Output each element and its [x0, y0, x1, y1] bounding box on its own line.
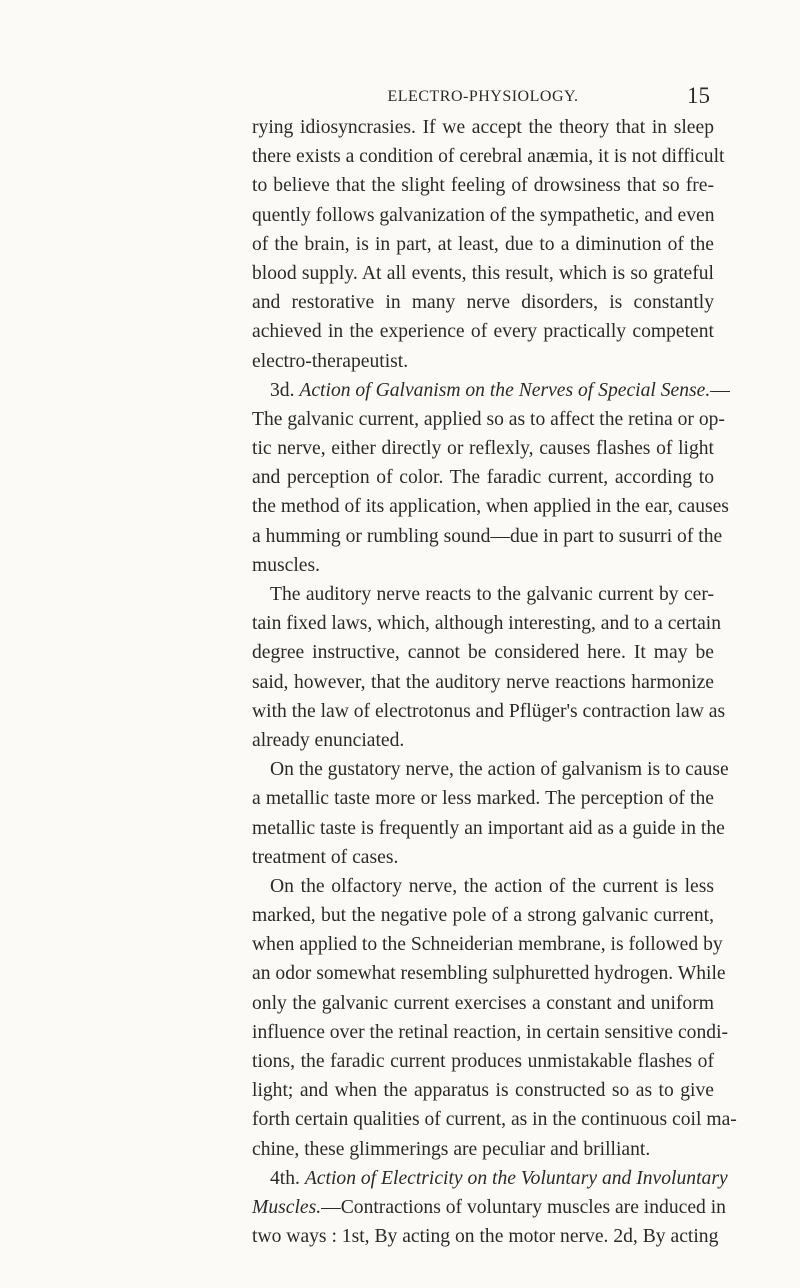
text-line	[252, 288, 714, 317]
text-line	[252, 434, 714, 463]
text-line	[252, 522, 723, 551]
text-line	[252, 814, 725, 843]
text-segment: tic nerve, either directly or reflexly, causes flashes of light	[252, 438, 714, 460]
text-segment: and perception of color. The faradic current, according to	[252, 467, 714, 489]
text-segment: two ways : 1st, By acting on the motor nerve. 2d, By acting	[252, 1226, 719, 1248]
text-segment: the method of its application, when applied in the ear, causes	[252, 496, 729, 518]
text-segment: —Contractions of voluntary muscles are induced in	[321, 1196, 726, 1218]
text-line	[252, 872, 714, 901]
text-line	[252, 638, 714, 667]
text-line	[252, 1047, 714, 1076]
text-line	[252, 259, 714, 288]
text-segment: metallic taste is frequently an important aid as a guide in the	[252, 817, 725, 839]
text-segment: there exists a condition of cerebral anæmia, it is not difficult	[252, 146, 725, 168]
text-segment: light; and when the apparatus is constructed so as to give	[252, 1080, 714, 1102]
text-line	[252, 959, 726, 988]
text-segment: electro-therapeutist.	[252, 350, 409, 372]
text-segment: muscles.	[252, 554, 321, 576]
text-line	[252, 347, 714, 376]
page-header	[252, 84, 714, 112]
text-line	[252, 1018, 729, 1047]
text-line	[252, 697, 726, 726]
text-segment: quently follows galvanization of the sympathetic, and even	[252, 204, 715, 226]
text-line	[252, 609, 722, 638]
text-line	[252, 1105, 737, 1134]
running-title: ELECTRO-PHYSIOLOGY.	[387, 88, 579, 105]
text-line	[252, 1076, 714, 1105]
text-segment: forth certain qualities of current, as in the continuous coil ma-	[252, 1109, 737, 1131]
text-line	[252, 1222, 719, 1251]
text-line	[252, 405, 725, 434]
body-text	[252, 113, 737, 1251]
text-line	[252, 930, 723, 959]
italic-heading-text: Muscles.	[252, 1196, 322, 1218]
text-line	[252, 492, 729, 521]
text-segment: treatment of cases.	[252, 846, 399, 868]
text-line	[252, 989, 714, 1018]
text-segment: a metallic taste more or less marked. The perception of the	[252, 788, 714, 810]
text-line	[252, 843, 714, 872]
text-segment: achieved in the experience of every practically competent	[252, 321, 714, 343]
text-line	[252, 171, 714, 200]
text-line	[252, 551, 714, 580]
text-segment: degree instructive, cannot be considered here. It may be	[252, 642, 714, 664]
text-line	[252, 230, 714, 259]
text-line	[252, 113, 714, 142]
text-segment: and restorative in many nerve disorders, is constantly	[252, 292, 714, 314]
text-segment: said, however, that the auditory nerve reactions harmonize	[252, 671, 714, 693]
text-segment: —	[710, 379, 730, 401]
text-line	[252, 901, 714, 930]
text-segment: a humming or rumbling sound—due in part to susurri of the	[252, 525, 723, 547]
text-segment: influence over the retinal reaction, in certain sensitive condi-	[252, 1021, 729, 1043]
text-segment: when applied to the Schneiderian membrane, is followed by	[252, 934, 723, 956]
text-segment: tions, the faradic current produces unmistakable flashes of	[252, 1051, 714, 1072]
text-segment: marked, but the negative pole of a strong galvanic current,	[252, 905, 714, 927]
text-segment: of the brain, is in part, at least, due to a diminution of the	[252, 233, 714, 255]
text-line	[252, 142, 725, 171]
text-segment: The auditory nerve reacts to the galvanic current by cer-	[270, 584, 714, 605]
text-line	[252, 755, 729, 784]
text-segment: with the law of electrotonus and Pflüger's contraction law as	[252, 700, 726, 722]
text-line	[252, 463, 714, 492]
text-segment: rying idiosyncrasies. If we accept the theory that in sleep	[252, 117, 714, 138]
text-segment: 4th.	[270, 1167, 305, 1189]
text-segment: 3d.	[270, 379, 300, 401]
text-segment: The galvanic current, applied so as to affect the retina or op-	[252, 408, 725, 430]
text-segment: On the olfactory nerve, the action of the current is less	[270, 875, 714, 897]
text-line	[252, 784, 714, 813]
text-line	[252, 726, 714, 755]
italic-heading-text: Action of Galvanism on the Nerves of Special Sense.	[299, 379, 711, 401]
text-segment: only the galvanic current exercises a constant and uniform	[252, 992, 714, 1014]
text-segment: chine, these glimmerings are peculiar and brilliant.	[252, 1138, 651, 1160]
text-segment: already enunciated.	[252, 729, 405, 751]
text-line	[252, 580, 714, 609]
text-segment: tain fixed laws, which, although interesting, and to a certain	[252, 613, 722, 635]
text-segment: On the gustatory nerve, the action of galvanism is to cause	[270, 759, 729, 781]
text-line	[252, 1164, 728, 1193]
page-number: 15	[687, 83, 710, 108]
text-line	[252, 1193, 726, 1222]
text-line	[252, 376, 730, 405]
text-line	[252, 668, 714, 697]
text-line	[252, 317, 714, 346]
text-line	[252, 1135, 714, 1164]
text-segment: to believe that the slight feeling of drowsiness that so fre-	[252, 175, 714, 197]
text-line	[252, 201, 714, 230]
text-segment: blood supply. At all events, this result, which is so grateful	[252, 262, 714, 284]
text-segment: an odor somewhat resembling sulphuretted hydrogen. While	[252, 963, 726, 985]
italic-heading-text: Action of Electricity on the Voluntary and Involuntary	[304, 1167, 728, 1189]
